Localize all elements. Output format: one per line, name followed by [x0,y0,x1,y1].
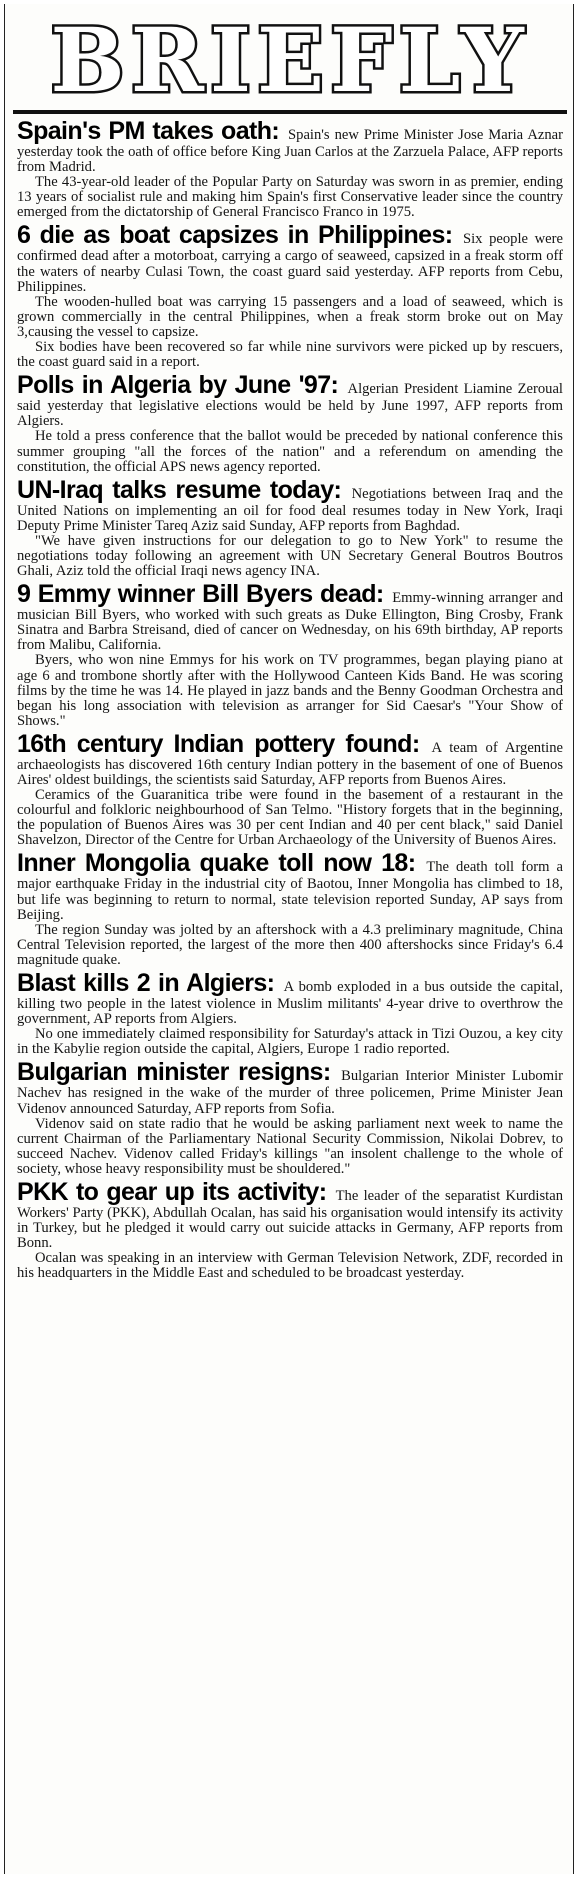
brief-lead-text: Negotiations between Iraq and the United Nations on implementing an oil for food deal resumes today in New York, Iraqi Deputy Prime Minister Tareq Aziz said Sunday, AFP reports from Baghdad. [17,485,563,534]
brief-headline: Spain's PM takes oath [17,117,272,145]
brief-paragraph: Spain's PM takes oath: Spain's new Prime Minister Jose Maria Aznar yesterday took the oath of office before King Juan Carlos at the Zarzuela Palace, AFP reports from Madrid. [17,117,563,176]
brief-headline: PKK to gear up its activity [17,1177,319,1206]
brief-paragraph: The 43-year-old leader of the Popular Party on Saturday was sworn in as premier, ending 13 years of socialist rule and making him Spain's first Conservative leader since the country emerged from the dictatorship of General Francisco Franco in 1975. [17,174,563,221]
brief-paragraph: The region Sunday was jolted by an aftershock with a 4.3 preliminary magnitude, China Central Television reported, the largest of the more then 400 aftershocks since Friday's 6.4 magnitude quake. [17,921,563,968]
brief-lead-text: Emmy-winning arranger and musician Bill Byers, who worked with such greats as Duke Ellington, Bing Crosby, Frank Sinatra and Barbra Streisand, died of cancer on Wednesday, on his 69th birthday, AP reports from Malibu, California. [17,590,563,654]
brief-paragraph: Videnov said on state radio that he would be asking parliament next week to name the current Chairman of the Parliamentary National Security Commission, Nikolai Dobrev, to succeed Nachev. Videnov called Friday's killings "an insolent challenge to the whole of society, whose heavy responsibility must be shouldered." [17,1115,563,1177]
brief-paragraph: The wooden-hulled boat was carrying 15 passengers and a load of seaweed, which is grown commercially in the central Philippines, when a freak storm broke out on May 3,causing the vessel to capsize. [17,293,563,340]
brief-paragraph: PKK to gear up its activity: The leader of the separatist Kurdistan Workers' Party (PKK), Abdullah Ocalan, has said his organisation would intensify its activity in Turkey, but he pledged it would carry out suicide attacks in Germany, AFP reports from Bonn. [17,1177,563,1252]
brief-paragraph: "We have given instructions for our delegation to go to New York" to resume the negotiations today following an agreement with UN Secretary General Boutros Boutros Ghali, Aziz told the official Iraqi news agency INA. [17,532,563,580]
brief-headline: Bulgarian minister resigns [17,1058,323,1087]
news-brief [17,118,563,220]
brief-lead-text: A bomb exploded in a bus outside the capital, killing two people in the latest violence in Muslim militants' 4-year drive to overthrow the government, AP reports from Algiers. [17,979,563,1028]
masthead-title: BRIEFLY [50,8,530,112]
news-brief [17,1059,563,1177]
brief-paragraph: Bulgarian minister resigns: Bulgarian Interior Minister Lubomir Nachev has resigned in the wake of the murder of three policemen, Prime Minister Jean Videnov announced Saturday, AFP reports from Sofia. [17,1058,563,1117]
brief-lead-text: Spain's new Prime Minister Jose Maria Aznar yesterday took the oath of office before King Juan Carlos at the Zarzuela Palace, AFP reports from Madrid. [17,127,563,176]
news-brief [17,970,563,1057]
brief-paragraph: He told a press conference that the ballot would be preceded by national conference this summer grouping "all the forces of the nation" and a referendum on amending the constitution, the official APS news agency reported. [17,428,563,475]
brief-headline: Polls in Algeria by June '97 [17,371,331,400]
news-brief [17,581,563,729]
brief-paragraph: UN-Iraq talks resume today: Negotiations between Iraq and the United Nations on implementing an oil for food deal resumes today in New York, Iraqi Deputy Prime Minister Tareq Aziz said Sunday, AFP reports from Baghdad. [17,475,563,534]
brief-paragraph: Byers, who won nine Emmys for his work on TV programmes, began playing piano at age 6 and trombone shortly after with the Hollywood Canteen Kids Band. He was scoring films by the time he was 14. He played in jazz bands and the Benny Goodman Orchestra and began his long association with television as arranger for Sid Caesar's "Your Show of Shows." [17,652,563,729]
brief-headline: 6 die as boat capsizes in Philippines [17,221,445,250]
brief-lead-text: Six people were confirmed dead after a motorboat, carrying a cargo of seaweed, capsized in a freak storm off the waters of nearby Culasi Town, the coast guard said yesterday. AFP reports from Cebu, Philippines. [17,231,563,295]
brief-lead-text: The death toll form a major earthquake Friday in the industrial city of Baotou, Inner Mongolia has climbed to 18, but life was beginning to return to normal, state television reported Sunday, AP says from Beijing. [17,859,563,923]
brief-paragraph: Inner Mongolia quake toll now 18: The death toll form a major earthquake Friday in the industrial city of Baotou, Inner Mongolia has climbed to 18, but life was beginning to return to normal, state television reported Sunday, AP says from Beijing. [17,849,563,923]
brief-paragraph: 16th century Indian pottery found: A team of Argentine archaeologists has discovered 16th century Indian pottery in the basement of one of Buenos Aires' oldest buildings, the scientists said Saturday, AFP reports from Buenos Aires. [17,729,563,788]
brief-headline: 16th century Indian pottery found [17,729,412,758]
brief-lead-text: Algerian President Liamine Zeroual said yesterday that legislative elections would be held by June 1997, AFP reports from Algiers. [17,381,563,430]
news-brief [17,477,563,579]
masthead [13,10,567,114]
brief-headline: Inner Mongolia quake toll now 18 [17,849,408,878]
news-brief [17,850,563,968]
news-briefs-column [17,118,563,1283]
news-brief [17,731,563,849]
news-brief [17,372,563,474]
brief-paragraph: Polls in Algeria by June '97: Algerian President Liamine Zeroual said yesterday that legislative elections would be held by June 1997, AFP reports from Algiers. [17,371,563,430]
brief-paragraph: 6 die as boat capsizes in Philippines: Six people were confirmed dead after a motorboat, carrying a cargo of seaweed, capsized in a freak storm off the waters of nearby Culasi Town, the coast guard said yesterday. AFP reports from Cebu, Philippines. [17,221,563,295]
brief-paragraph: Ocalan was speaking in an interview with German Television Network, ZDF, recorded in his headquarters in the Middle East and scheduled to be broadcast yesterday. [17,1250,563,1282]
brief-paragraph: 9 Emmy winner Bill Byers dead: Emmy-winning arranger and musician Bill Byers, who worked with such greats as Duke Ellington, Bing Crosby, Frank Sinatra and Barbra Streisand, died of cancer on Wednesday, on his 69th birthday, AP reports from Malibu, California. [17,580,563,654]
newspaper-page [4,4,574,1874]
brief-lead-text: A team of Argentine archaeologists has discovered 16th century Indian pottery in the basement of one of Buenos Aires' oldest buildings, the scientists said Saturday, AFP reports from Buenos Aires. [17,739,563,788]
brief-paragraph: Ceramics of the Guaranitica tribe were found in the basement of a restaurant in the colourful and folkloric neighbourhood of San Telmo. "History forgets that in the beginning, the population of Buenos Aires was 30 per cent Indian and 40 per cent black," said Daniel Shavelzon, Director of the Centre for Urban Archaeology of the University of Buenos Aires. [17,787,563,849]
brief-lead-text: Bulgarian Interior Minister Lubomir Nachev has resigned in the wake of the murder of three policemen, Prime Minister Jean Videnov announced Saturday, AFP reports from Sofia. [17,1068,563,1117]
brief-headline: Blast kills 2 in Algiers [17,969,267,998]
news-brief [17,222,563,370]
news-brief [17,1179,563,1281]
brief-lead-text: The leader of the separatist Kurdistan Workers' Party (PKK), Abdullah Ocalan, has said his organisation would intensify its activity in Turkey, but he pledged it would carry out suicide attacks in Germany, AFP reports from Bonn. [17,1187,563,1252]
brief-headline: UN-Iraq talks resume today [17,475,334,504]
brief-paragraph: Six bodies have been recovered so far while nine survivors were picked up by rescuers, the coast guard said in a report. [17,339,563,371]
brief-headline: 9 Emmy winner Bill Byers dead [17,580,376,609]
brief-paragraph: No one immediately claimed responsibility for Saturday's attack in Tizi Ouzou, a key city in the Kabylie region outside the capital, Algiers, Europe 1 radio reported. [17,1026,563,1058]
brief-paragraph: Blast kills 2 in Algiers: A bomb exploded in a bus outside the capital, killing two people in the latest violence in Muslim militants' 4-year drive to overthrow the government, AP reports from Algiers. [17,969,563,1028]
